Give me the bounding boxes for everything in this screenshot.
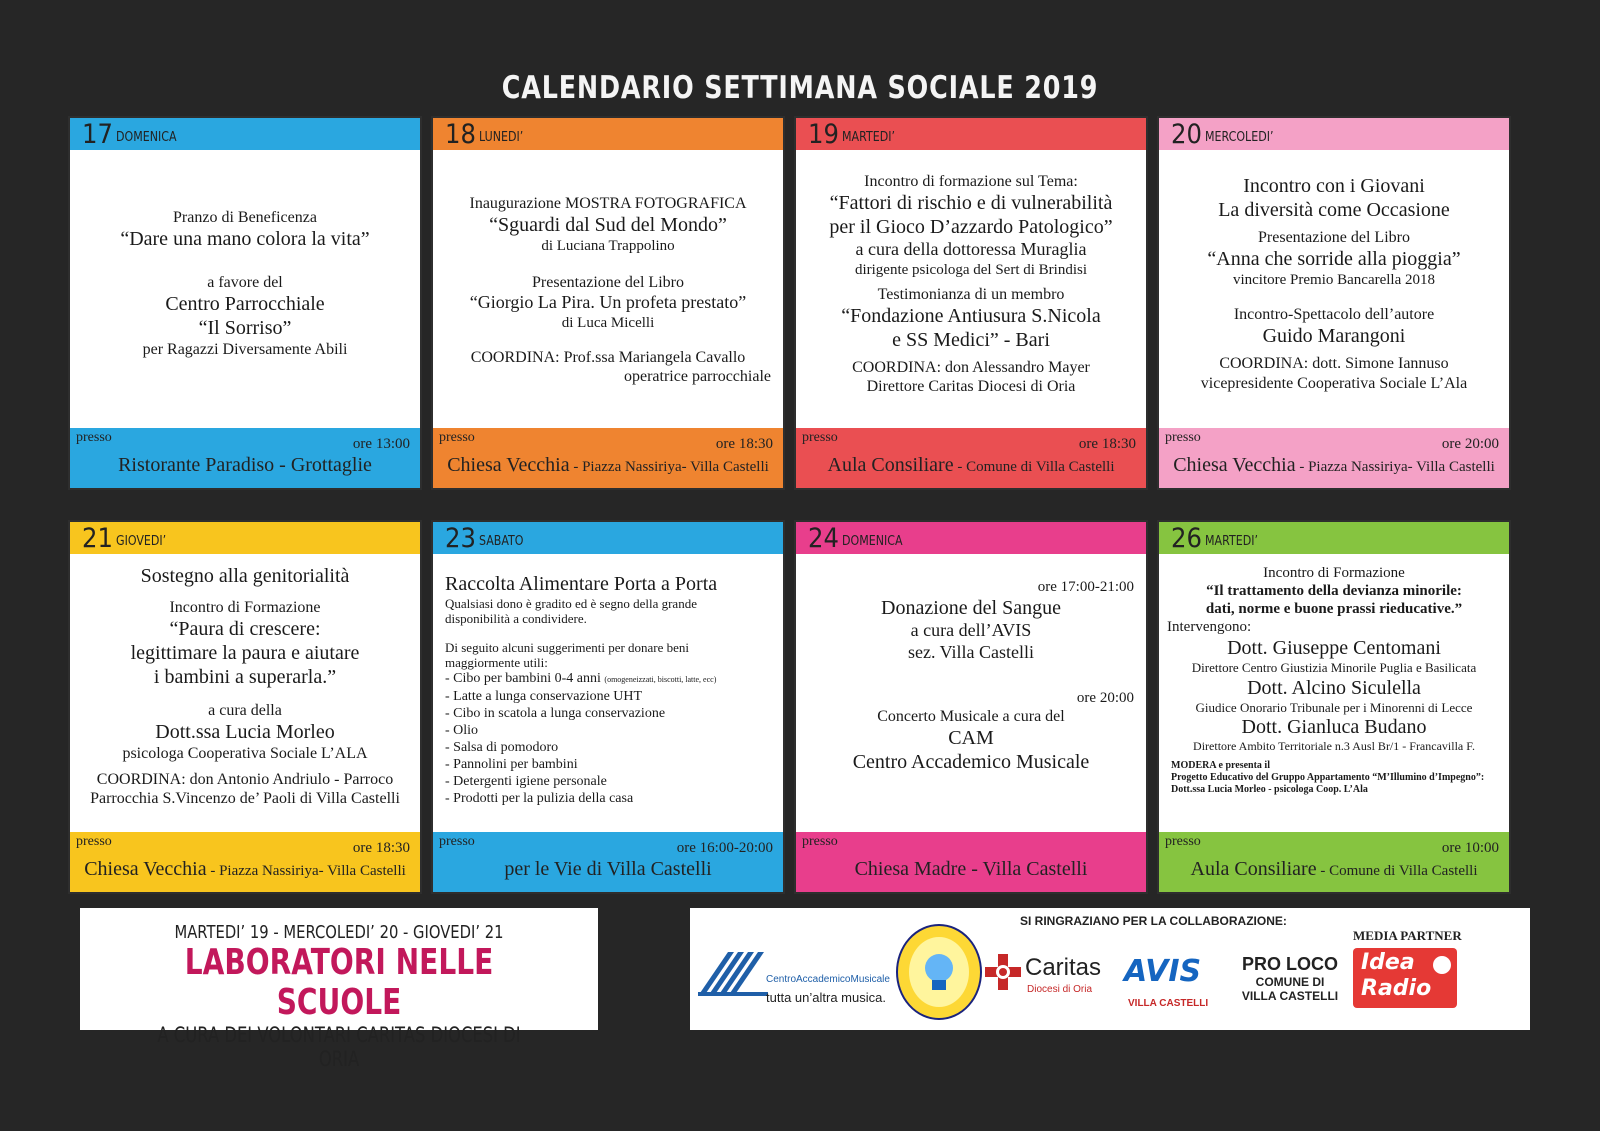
day-number: 17 <box>82 119 113 150</box>
event-details <box>70 554 420 837</box>
day-card-20 <box>1159 118 1509 488</box>
event-title: dati, norme e buone prassi rieducative.” <box>1205 601 1463 617</box>
location-bar <box>1159 428 1509 488</box>
day-number: 18 <box>445 119 476 150</box>
event-title: Sostegno alla genitorialità <box>140 565 350 587</box>
coordinator: COORDINA: dott. Simone Iannuso <box>1219 355 1449 373</box>
event-details <box>796 150 1146 433</box>
day-header <box>796 118 1146 150</box>
school-labs-banner <box>80 908 598 1071</box>
location-bar <box>70 428 420 488</box>
text-line: a cura dell’AVIS <box>910 620 1032 640</box>
intro-text: Di seguito alcuni suggerimenti per donare beni maggiormente utili: <box>445 640 690 670</box>
event-time: ore 17:00-21:00 <box>1037 579 1134 595</box>
coordinator: COORDINA: Prof.ssa Mariangela Cavallo <box>470 348 746 366</box>
avis-name: AVIS <box>1124 954 1202 989</box>
presso-label: presso <box>439 430 475 445</box>
text-line: vincitore Premio Bancarella 2018 <box>1232 272 1436 289</box>
speaker: Dott. Giuseppe Centomani <box>1227 637 1441 659</box>
day-name: DOMENICA <box>115 130 177 145</box>
event-time: ore 13:00 <box>352 436 410 452</box>
event-details <box>433 554 783 837</box>
event-location: Aula Consiliare - Comune di Villa Castelli <box>827 454 1115 476</box>
day-number: 19 <box>808 119 839 150</box>
speaker-role: psicologa Cooperativa Sociale L’ALA <box>122 745 368 763</box>
text-line: a cura della <box>208 702 282 720</box>
day-name: DOMENICA <box>841 534 903 549</box>
coordinator-role: Parrocchia S.Vincenzo de’ Paoli di Villa Castelli <box>90 789 400 807</box>
event-time: ore 18:30 <box>1078 436 1136 452</box>
coordinator-role: Direttore Caritas Diocesi di Oria <box>866 378 1076 396</box>
day-name: GIOVEDI’ <box>115 534 167 549</box>
day-name: MARTEDI’ <box>841 130 895 145</box>
coordinator: COORDINA: don Alessandro Mayer <box>852 358 1090 376</box>
day-card-23 <box>433 522 783 892</box>
thanks-label: SI RINGRAZIANO PER LA COLLABORAZIONE: <box>1020 914 1287 928</box>
event-title: i bambini a superarla.” <box>153 666 337 689</box>
beneficiary: Centro Parrocchiale <box>165 293 325 316</box>
event-details <box>70 150 420 433</box>
location-bar <box>796 428 1146 488</box>
event-time: ore 20:00 <box>1441 436 1499 452</box>
text-line: Intervengono: <box>1167 619 1252 635</box>
intro-text: Qualsiasi dono è gradito ed è segno della grande disponibilità a condividere. <box>445 596 697 626</box>
event-location: Aula Consiliare - Comune di Villa Castelli <box>1190 858 1478 880</box>
event-location: Ristorante Paradiso - Grottaglie <box>118 454 372 476</box>
event-time: ore 16:00-20:00 <box>676 840 773 856</box>
day-name: MERCOLEDI’ <box>1204 130 1274 145</box>
event-details <box>1159 150 1509 433</box>
text-line: di Luciana Trappolino <box>541 238 675 255</box>
list-item: - Prodotti per la pulizia della casa <box>445 791 634 806</box>
sponsors-panel <box>690 908 1530 1030</box>
text-line: di Luca Micelli <box>561 314 655 331</box>
presso-label: presso <box>802 430 838 445</box>
event-title: CAM <box>948 727 994 750</box>
speaker: a cura della dottoressa Muraglia <box>855 239 1087 260</box>
event-type: Pranzo di Beneficenza <box>173 209 317 226</box>
event-title: per il Gioco D’azzardo Patologico” <box>829 216 1113 239</box>
cam-name: CentroAccademicoMusicale <box>766 974 890 985</box>
list-item: - Cibo per bambini 0-4 anni (omogeneizzati, biscotti, latte, ecc) <box>445 671 717 686</box>
list-item: - Latte a lunga conservazione UHT <box>445 689 643 704</box>
day-number: 20 <box>1171 119 1202 150</box>
event-details <box>796 554 1146 837</box>
presso-label: presso <box>802 834 838 849</box>
caritas-logo <box>985 954 1105 1004</box>
day-header <box>433 118 783 150</box>
text-line: per Ragazzi Diversamente Abili <box>142 341 348 359</box>
proloco-name: PRO LOCO <box>1241 954 1338 974</box>
event-title: Raccolta Alimentare Porta a Porta <box>445 573 718 595</box>
avis-logo <box>1124 954 1224 1014</box>
proloco-line: VILLA CASTELLI <box>1241 989 1339 1003</box>
idea-text: Idea <box>1361 950 1415 975</box>
bird-icon <box>1433 956 1451 974</box>
speaker-role: dirigente psicologa del Sert di Brindisi <box>854 261 1088 278</box>
project: Progetto Educativo del Gruppo Appartamento “M’Illumino d’Impegno”: <box>1171 771 1485 783</box>
day-card-18 <box>433 118 783 488</box>
avis-sub: VILLA CASTELLI <box>1128 998 1209 1009</box>
event-time: ore 18:30 <box>715 436 773 452</box>
event-title: “Fondazione Antiusura S.Nicola <box>841 304 1101 327</box>
event-location: Chiesa Vecchia - Piazza Nassiriya- Villa Castelli <box>447 454 769 476</box>
text-line: a favore del <box>207 274 283 292</box>
day-header <box>1159 118 1509 150</box>
event-type: Incontro-Spettacolo dell’autore <box>1233 306 1435 324</box>
day-header <box>70 118 420 150</box>
event-location: Chiesa Vecchia - Piazza Nassiriya- Villa Castelli <box>1173 454 1495 476</box>
event-time: ore 18:30 <box>352 840 410 856</box>
speaker: Dott.ssa Lucia Morleo <box>155 721 335 744</box>
day-number: 21 <box>82 523 113 554</box>
event-type: Incontro di Formazione <box>169 599 321 616</box>
day-card-21 <box>70 522 420 892</box>
caritas-name: Caritas <box>1025 954 1102 981</box>
moderator: Dott.ssa Lucia Morleo - psicologa Coop. L’Ala <box>1171 783 1368 795</box>
presso-label: presso <box>1165 430 1201 445</box>
location-bar <box>433 832 783 892</box>
day-name: LUNEDI’ <box>478 130 524 145</box>
list-item: - Detergenti igiene personale <box>445 774 607 789</box>
event-type: Presentazione del Libro <box>532 274 684 292</box>
event-type: Concerto Musicale a cura del <box>877 708 1065 726</box>
coordinator-role: vicepresidente Cooperativa Sociale L’Ala <box>1200 374 1468 392</box>
event-type: Incontro di Formazione <box>1263 565 1405 581</box>
coordinator: COORDINA: don Antonio Andriulo - Parroco <box>96 770 394 788</box>
event-title: “Sguardi dal Sud del Mondo” <box>489 214 727 237</box>
location-bar <box>433 428 783 488</box>
proloco-line: COMUNE DI <box>1255 975 1325 989</box>
moderator: MODERA e presenta il <box>1171 759 1270 771</box>
event-time: ore 10:00 <box>1441 840 1499 856</box>
event-location: per le Vie di Villa Castelli <box>504 858 712 880</box>
list-item: - Pannolini per bambini <box>445 757 578 772</box>
speaker: Dott. Gianluca Budano <box>1241 716 1427 739</box>
presso-label: presso <box>76 430 112 445</box>
speaker-role: Giudice Onorario Tribunale per i Minorenni di Lecce <box>1195 699 1473 715</box>
speaker: Dott. Alcino Siculella <box>1247 676 1421 699</box>
event-title: legittimare la paura e aiutare <box>130 642 360 665</box>
list-item: - Salsa di pomodoro <box>445 740 559 755</box>
book-title: “Anna che sorride alla pioggia” <box>1207 248 1461 271</box>
event-type: Presentazione del Libro <box>1258 229 1410 246</box>
event-title: “Il trattamento della devianza minorile: <box>1206 583 1462 599</box>
location-bar <box>70 832 420 892</box>
day-name: MARTEDI’ <box>1204 534 1258 549</box>
day-card-24 <box>796 522 1146 892</box>
presso-label: presso <box>439 834 475 849</box>
beneficiary: “Il Sorriso” <box>198 317 292 340</box>
day-card-26 <box>1159 522 1509 892</box>
event-location: Chiesa Madre - Villa Castelli <box>854 858 1088 880</box>
speaker-role: Direttore Centro Giustizia Minorile Puglia e Basilicata <box>1191 660 1477 675</box>
list-item: - Olio <box>445 723 479 738</box>
idea-radio-logo <box>1353 948 1457 1008</box>
day-number: 24 <box>808 523 839 554</box>
speaker-role: Direttore Ambito Territoriale n.3 Ausl Br/1 - Francavilla F. <box>1193 739 1475 754</box>
coordinator-role: operatrice parrocchiale <box>623 368 771 386</box>
list-item: - Cibo in scatola a lunga conservazione <box>445 706 666 721</box>
event-title: “Paura di crescere: <box>169 618 321 641</box>
labs-dates: MARTEDI’ 19 - MERCOLEDI’ 20 - GIOVEDI’ 21 <box>174 922 504 943</box>
event-title: Donazione del Sangue <box>881 597 1061 619</box>
page-title: CALENDARIO SETTIMANA SOCIALE 2019 <box>501 70 1099 106</box>
speaker: Guido Marangoni <box>1262 325 1406 348</box>
location-bar <box>1159 832 1509 892</box>
caritas-cross-icon <box>985 954 1021 990</box>
caritas-sub: Diocesi di Oria <box>1027 984 1093 995</box>
event-type: Incontro di formazione sul Tema: <box>864 173 1078 190</box>
school-seal-icon <box>894 922 984 1022</box>
day-card-19 <box>796 118 1146 488</box>
cam-logo <box>698 952 898 1018</box>
labs-subtitle: A CURA DEI VOLONTARI CARITAS DIOCESI DI ORIA <box>157 1023 521 1071</box>
radio-text: Radio <box>1361 976 1432 1001</box>
event-title: “Giorgio La Pira. Un profeta prestato” <box>469 292 747 313</box>
presso-label: presso <box>76 834 112 849</box>
event-details <box>433 150 783 433</box>
location-bar <box>796 832 1146 892</box>
text-line: Testimonianza di un membro <box>877 285 1065 303</box>
cam-icon <box>698 952 768 996</box>
proloco-logo <box>1235 954 1345 1003</box>
day-header <box>70 522 420 554</box>
event-type: Inaugurazione MOSTRA FOTOGRAFICA <box>469 195 747 212</box>
day-number: 23 <box>445 523 476 554</box>
school-seal-logo <box>894 922 984 1027</box>
text-line: sez. Villa Castelli <box>907 641 1035 662</box>
event-title: e SS Medici” - Bari <box>892 328 1050 351</box>
event-details <box>1159 554 1509 837</box>
day-number: 26 <box>1171 523 1202 554</box>
day-name: SABATO <box>478 534 524 549</box>
event-title: La diversità come Occasione <box>1218 199 1450 221</box>
day-card-17 <box>70 118 420 488</box>
labs-title: LABORATORI NELLE SCUOLE <box>184 942 494 1023</box>
event-location: Chiesa Vecchia - Piazza Nassiriya- Villa Castelli <box>84 858 406 880</box>
day-header <box>1159 522 1509 554</box>
presso-label: presso <box>1165 834 1201 849</box>
event-time: ore 20:00 <box>1076 690 1134 707</box>
event-title: “Fattori di rischio e di vulnerabilità <box>829 192 1113 215</box>
event-title: “Dare una mano colora la vita” <box>120 228 370 251</box>
cam-slogan: tutta un’altra musica. <box>766 990 886 1005</box>
day-header <box>433 522 783 554</box>
day-header <box>796 522 1146 554</box>
event-title: Centro Accademico Musicale <box>852 751 1090 774</box>
media-partner-label: MEDIA PARTNER <box>1353 928 1462 943</box>
event-title: Incontro con i Giovani <box>1243 175 1425 197</box>
